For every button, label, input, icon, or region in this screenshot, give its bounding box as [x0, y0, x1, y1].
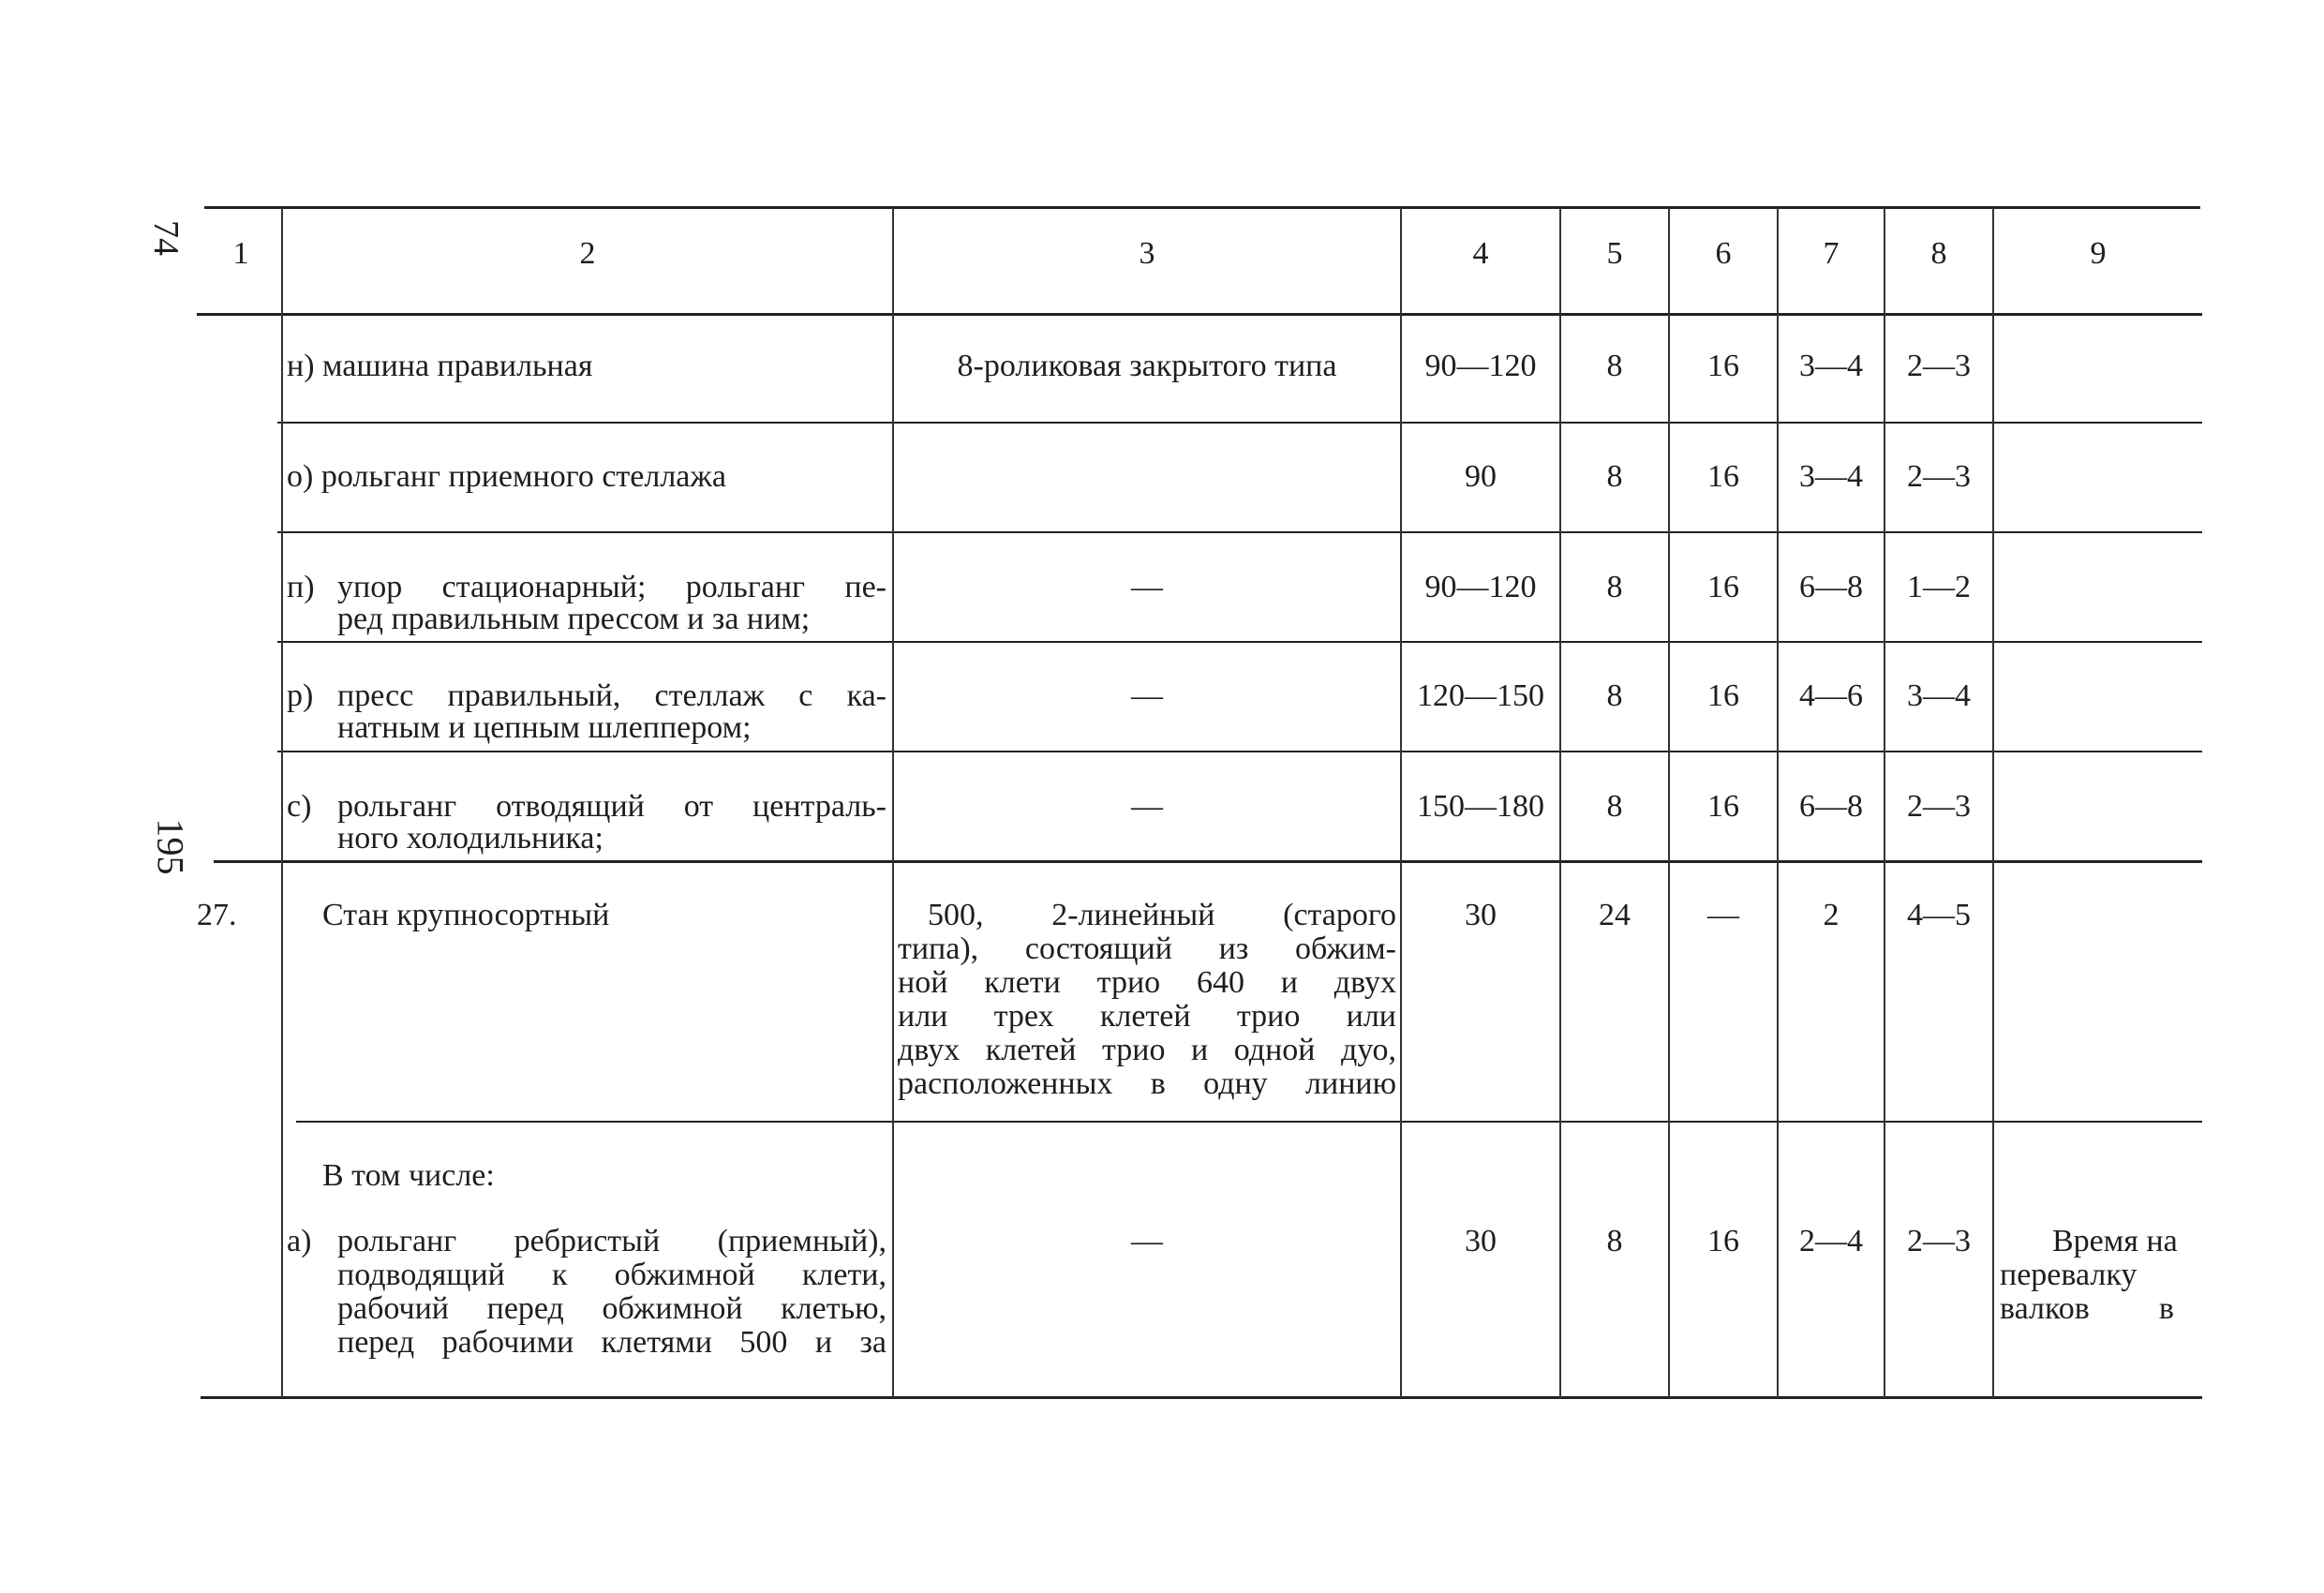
remark-line: Время на [2052, 1224, 2178, 1258]
header-bottom-rule [197, 313, 2202, 316]
col-rule [281, 208, 283, 1398]
row-label: о) рольганг приемного стеллажа [287, 459, 726, 494]
row-rule [277, 641, 2202, 643]
row-label-line: упор стационарный; рольганг пе- [337, 570, 886, 604]
col-rule [1992, 208, 1994, 1398]
corner-mark: 74 [146, 220, 186, 256]
row-type: 8-роликовая закрытого типа [957, 349, 1337, 383]
row-rule [214, 860, 2202, 863]
header-col-5: 5 [1606, 236, 1623, 271]
row-label-line: пресс правильный, стеллаж с ка- [337, 678, 886, 713]
row-prefix: а) [287, 1224, 312, 1258]
header-col-2: 2 [579, 236, 596, 271]
row-rule [277, 531, 2202, 533]
header-col-6: 6 [1715, 236, 1732, 271]
row-label-line: ред правильным прессом и за ним; [337, 602, 811, 636]
row-label-line: рольганг отводящий от централь- [337, 789, 886, 824]
row-prefix: с) [287, 789, 312, 824]
row-rule [296, 1121, 2202, 1123]
header-col-4: 4 [1472, 236, 1489, 271]
table-top-rule [204, 206, 2200, 209]
remark-line: валков в [2000, 1291, 2174, 1326]
header-col-9: 9 [2090, 236, 2107, 271]
row-rule [277, 422, 2202, 424]
row-rule [277, 751, 2202, 752]
header-col-7: 7 [1823, 236, 1840, 271]
subsection-heading: В том числе: [322, 1158, 495, 1193]
page-number: 195 [149, 818, 192, 875]
table-bottom-rule [201, 1396, 2202, 1399]
remark-line: перевалку [2000, 1258, 2138, 1292]
row-prefix: п) [287, 570, 315, 604]
header-col-1: 1 [232, 236, 249, 271]
header-col-8: 8 [1930, 236, 1947, 271]
row-label: Стан крупносортный [322, 898, 610, 932]
row-label-line: ного холодильника; [337, 821, 603, 856]
row-label: н) машина правильная [287, 349, 593, 383]
row-number: 27. [197, 898, 237, 932]
row-label-line: натным и цепным шлеппером; [337, 710, 752, 745]
row-prefix: р) [287, 678, 314, 713]
header-col-3: 3 [1139, 236, 1155, 271]
